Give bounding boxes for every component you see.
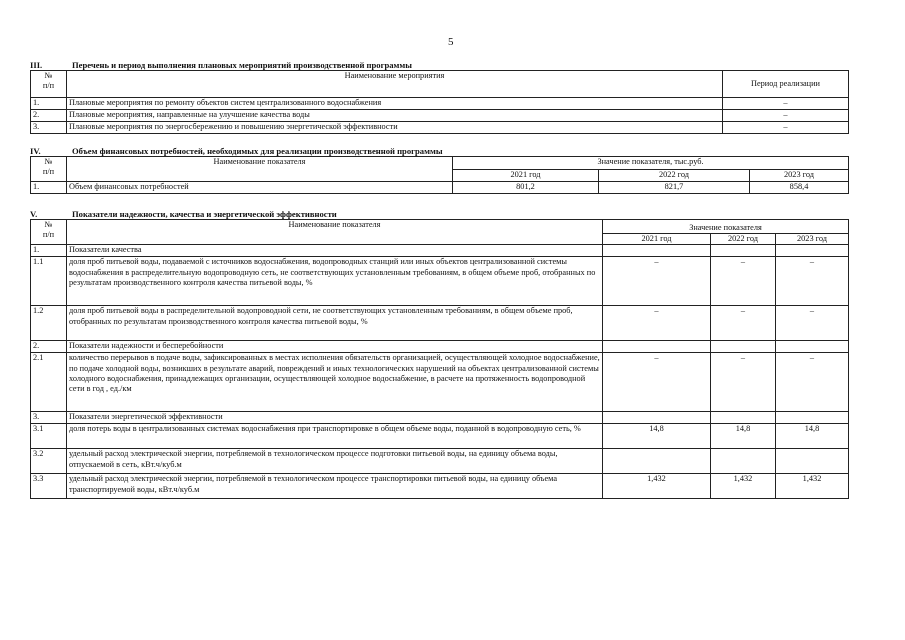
section-4-title: Объем финансовых потребностей, необходимых для реализации производственной программы	[72, 146, 443, 156]
row-period: –	[723, 122, 849, 134]
row-number: 3.3	[31, 474, 67, 499]
table-row	[31, 182, 849, 194]
row-value-2023: –	[776, 306, 849, 341]
table-header-row	[31, 71, 849, 98]
row-name: Показатели энергетической эффективности	[67, 412, 603, 424]
row-number: 3.	[31, 412, 67, 424]
row-value-2022: 821,7	[599, 182, 750, 194]
row-name: удельный расход электрической энергии, потребляемой в технологическом процессе подготовки питьевой воды, на единицу объема воды, отпускаемой в сеть, кВт.ч/куб.м	[67, 449, 603, 474]
row-value-2021: –	[603, 257, 711, 306]
row-name: Показатели надежности и бесперебойности	[67, 341, 603, 353]
header-year-2022: 2022 год	[711, 234, 776, 245]
row-period: –	[723, 110, 849, 122]
section-5-number: V.	[30, 209, 38, 219]
table-row	[31, 306, 849, 341]
table-group-row	[31, 245, 849, 257]
header-year-2021: 2021 год	[603, 234, 711, 245]
row-name: удельный расход электрической энергии, потребляемой в технологическом процессе транспортировки питьевой воды, на единицу объема транспортируемой воды, кВт.ч/куб.м	[67, 474, 603, 499]
row-number: 2.	[31, 110, 67, 122]
table-row	[31, 110, 849, 122]
row-number: 2.	[31, 341, 67, 353]
table-group-row	[31, 412, 849, 424]
row-value-2022	[711, 449, 776, 474]
row-name: Объем финансовых потребностей	[67, 182, 453, 194]
row-value-2022: –	[711, 257, 776, 306]
header-name: Наименование показателя	[67, 220, 603, 245]
section-5-title: Показатели надежности, качества и энергетической эффективности	[72, 209, 337, 219]
header-year-2023: 2023 год	[750, 170, 849, 182]
row-number: 3.2	[31, 449, 67, 474]
page-number: 5	[448, 36, 454, 48]
section-4-number: IV.	[30, 146, 41, 156]
row-value-2022: –	[711, 353, 776, 412]
row-value-2021	[603, 449, 711, 474]
header-number: № п/п	[31, 71, 67, 98]
row-name: Плановые мероприятия, направленные на улучшение качества воды	[67, 110, 723, 122]
row-value-2021: 14,8	[603, 424, 711, 449]
table-row	[31, 257, 849, 306]
row-period: –	[723, 98, 849, 110]
header-period: Период реализации	[723, 71, 849, 98]
table-row	[31, 353, 849, 412]
table-row	[31, 122, 849, 134]
row-name: доля проб питьевой воды в распределительной водопроводной сети, не соответствующих установленным требованиям, в общем объеме проб, отобранных по результатам производственного контроля качества питьевой воды, %	[67, 306, 603, 341]
row-number: 1.	[31, 182, 67, 194]
row-number: 2.1	[31, 353, 67, 412]
row-name: Плановые мероприятия по энергосбережению и повышению энергетической эффективности	[67, 122, 723, 134]
row-name: количество перерывов в подаче воды, зафиксированных в местах исполнения обязательств организацией, осуществляющей холодное водоснабжение, по подаче холодной воды, возникших в результате аварий, повреждений и иных технологических нарушений на объектах централизованной системы холодного водоснабжения, принадлежащих организации, осуществляющей холодное водоснабжение, в расчете на протяженность водопроводной сети в год , ед./км	[67, 353, 603, 412]
row-value-2021: 801,2	[453, 182, 599, 194]
row-value-2023: 858,4	[750, 182, 849, 194]
table-header-row	[31, 220, 849, 234]
header-year-2022: 2022 год	[599, 170, 750, 182]
row-number: 1.	[31, 245, 67, 257]
row-number: 1.2	[31, 306, 67, 341]
section-4-table	[30, 156, 849, 194]
section-3-heading	[30, 60, 412, 70]
table-header-row	[31, 157, 849, 170]
section-5-heading	[30, 209, 337, 219]
row-name: доля проб питьевой воды, подаваемой с источников водоснабжения, водопроводных станций или иных объектов централизованной системы водоснабжения в распределительную водопроводную сеть, не соответствующих установленным требованиям, в общем объеме проб, отобранных по результатам производственного контроля качества питьевой воды, %	[67, 257, 603, 306]
section-5-table	[30, 219, 849, 499]
row-value-2021: –	[603, 306, 711, 341]
table-row	[31, 98, 849, 110]
section-3-title: Перечень и период выполнения плановых мероприятий производственной программы	[72, 60, 412, 70]
row-name: Плановые мероприятия по ремонту объектов систем централизованного водоснабжения	[67, 98, 723, 110]
section-3-table	[30, 70, 849, 134]
row-value-2023: –	[776, 257, 849, 306]
header-year-2021: 2021 год	[453, 170, 599, 182]
table-row	[31, 424, 849, 449]
section-4-heading	[30, 146, 443, 156]
row-value-2023: –	[776, 353, 849, 412]
row-value-2022: 14,8	[711, 424, 776, 449]
header-year-2023: 2023 год	[776, 234, 849, 245]
section-3-number: III.	[30, 60, 43, 70]
row-number: 3.1	[31, 424, 67, 449]
row-value-2021: 1,432	[603, 474, 711, 499]
row-value-2023: 1,432	[776, 474, 849, 499]
row-number: 1.	[31, 98, 67, 110]
table-group-row	[31, 341, 849, 353]
row-name: Показатели качества	[67, 245, 603, 257]
row-value-2023	[776, 449, 849, 474]
table-row	[31, 474, 849, 499]
header-number: № п/п	[31, 220, 67, 245]
header-name: Наименование показателя	[67, 157, 453, 182]
row-value-2023: 14,8	[776, 424, 849, 449]
table-row	[31, 449, 849, 474]
header-value: Значение показателя, тыс.руб.	[453, 157, 849, 170]
row-value-2021: –	[603, 353, 711, 412]
row-number: 1.1	[31, 257, 67, 306]
header-name: Наименование мероприятия	[67, 71, 723, 98]
row-number: 3.	[31, 122, 67, 134]
row-value-2022: –	[711, 306, 776, 341]
header-number: № п/п	[31, 157, 67, 182]
header-value: Значение показателя	[603, 220, 849, 234]
row-name: доля потерь воды в централизованных системах водоснабжения при транспортировке в общем объеме воды, поданной в водопроводную сеть, %	[67, 424, 603, 449]
row-value-2022: 1,432	[711, 474, 776, 499]
